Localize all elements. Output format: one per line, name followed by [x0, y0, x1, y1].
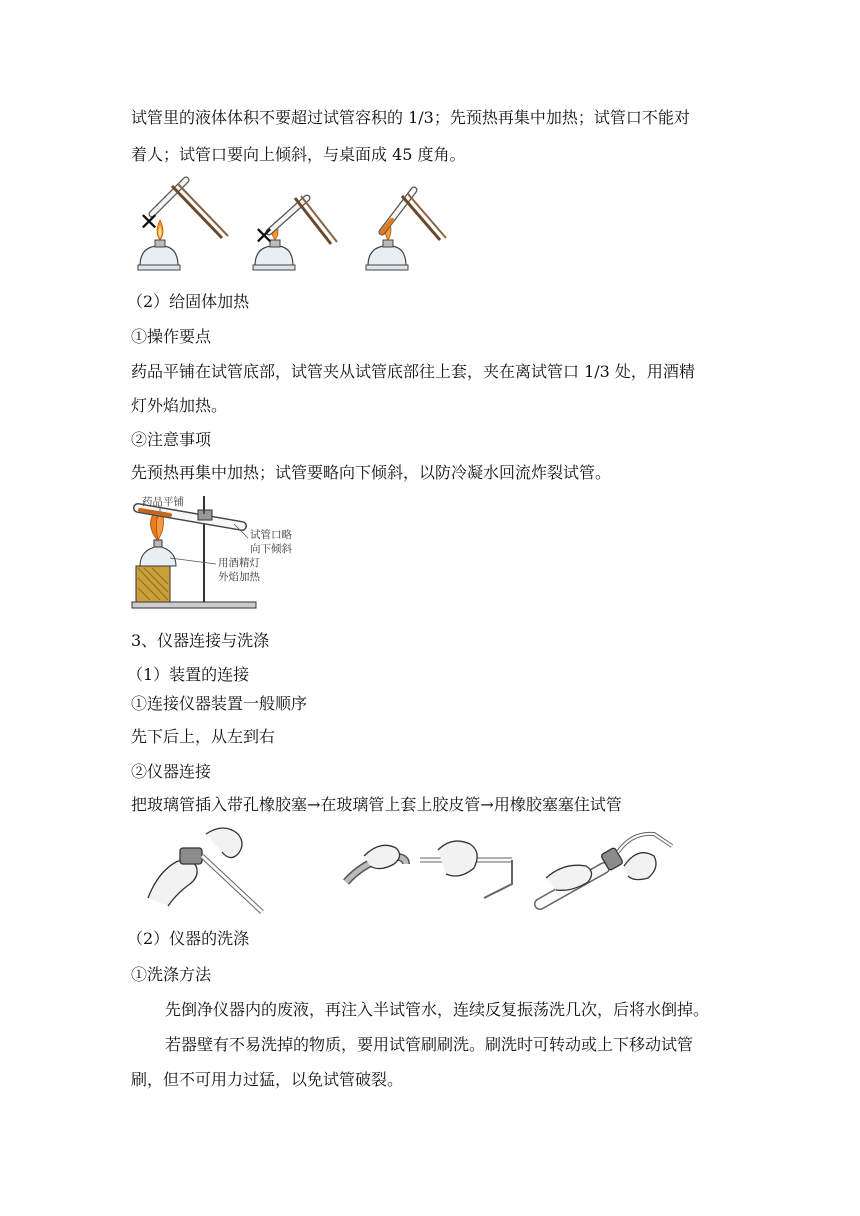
setup-wrong-2 [253, 196, 337, 270]
connection-figure [138, 822, 678, 918]
subheading-washing: （2）仪器的洗涤 [127, 929, 250, 948]
paragraph-line: 试管里的液体体积不要超过试管容积的 1/3；先预热再集中加热；试管口不能对 [131, 108, 690, 127]
setup-correct [366, 190, 446, 270]
label-drug-spread: 药品平铺 [142, 496, 184, 508]
label-mouth-line1: 试管口略 [250, 529, 292, 541]
panel-attach-hose [346, 841, 512, 898]
subheading-solid-heating: （2）给固体加热 [127, 292, 250, 311]
subheading-connection: （1）装置的连接 [127, 665, 250, 684]
paragraph-line: 药品平铺在试管底部，试管夹从试管底部往上套，夹在离试管口 1/3 处，用酒精 [131, 362, 695, 381]
label-mouth-line2: 向下倾斜 [250, 543, 292, 555]
subheading-notes: ②注意事项 [131, 430, 212, 449]
paragraph-line: 若器壁有不易洗掉的物质，要用试管刷刷洗。刷洗时可转动或上下移动试管 [165, 1035, 694, 1054]
paragraph-line: 刷，但不可用力过猛，以免试管破裂。 [131, 1070, 404, 1089]
label-lamp-line1: 用酒精灯 [218, 557, 260, 569]
wrong-mark: ✕ [254, 222, 275, 250]
label-lamp-line2: 外焰加热 [218, 571, 260, 583]
subheading-link: ②仪器连接 [131, 762, 212, 781]
section-heading: 3、仪器连接与洗涤 [131, 631, 270, 650]
paragraph-line: 着人；试管口要向上倾斜，与桌面成 45 度角。 [131, 145, 466, 164]
paragraph-line: 灯外焰加热。 [131, 396, 228, 415]
panel-stopper-tube [540, 834, 672, 904]
paragraph-line: 先倒净仪器内的废液，再注入半试管水，连续反复振荡洗几次，后将水倒掉。 [165, 1000, 710, 1019]
subheading-wash-method: ①洗涤方法 [131, 965, 212, 984]
paragraph-line: 先下后上，从左到右 [131, 727, 276, 746]
liquid-heating-figure [130, 174, 460, 278]
subheading-order: ①连接仪器装置一般顺序 [131, 694, 308, 713]
solid-heating-figure [130, 494, 320, 614]
panel-insert-tube [148, 828, 262, 912]
subheading-operation-points: ①操作要点 [131, 327, 212, 346]
paragraph-line: 先预热再集中加热；试管要略向下倾斜，以防冷凝水回流炸裂试管。 [131, 463, 612, 482]
wrong-mark: ✕ [139, 208, 160, 236]
paragraph-line: 把玻璃管插入带孔橡胶塞→在玻璃管上套上胶皮管→用橡胶塞塞住试管 [131, 795, 622, 814]
setup-wrong-1 [138, 180, 228, 270]
